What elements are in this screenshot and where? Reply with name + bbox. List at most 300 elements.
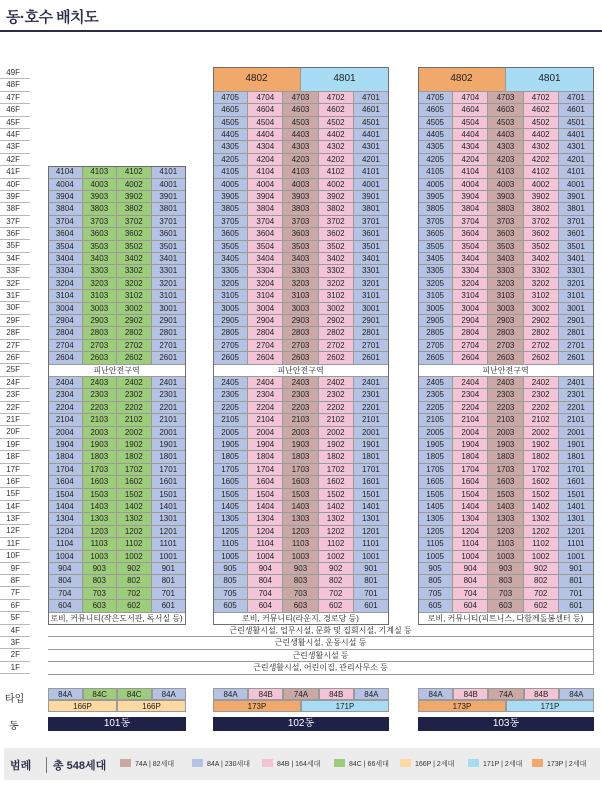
unit-cell: 4303 [488,141,523,153]
unit-cell: 4103 [83,166,118,178]
unit-cell: 4701 [559,92,594,104]
unit-cell: 2605 [213,352,248,364]
unit-cell: 3602 [319,228,354,240]
unit-cell: 904 [48,563,83,575]
legend-swatch [468,759,479,767]
unit-cell: 3503 [283,241,318,253]
legend-text: 84C | 66세대 [349,761,389,768]
unit-cell: 2902 [524,315,559,327]
unit-cell: 1303 [283,513,318,525]
legend-text: 166P | 2세대 [415,761,455,768]
floor-label: 27F [0,340,30,352]
unit-cell: 3403 [488,253,523,265]
unit-cell: 902 [524,563,559,575]
unit-cell: 3803 [488,203,523,215]
unit-cell: 4302 [524,141,559,153]
unit-cell: 2905 [418,315,453,327]
unit-cell: 2204 [453,402,488,414]
unit-cell: 4005 [213,179,248,191]
unit-cell: 4205 [418,154,453,166]
unit-cell: 703 [83,588,118,600]
unit-cell: 3004 [453,303,488,315]
unit-cell: 905 [418,563,453,575]
legend-swatch [120,759,131,767]
unit-cell: 3003 [83,303,118,315]
unit-cell: 805 [418,575,453,587]
unit-cell: 2004 [48,427,83,439]
unit-cell: 3103 [83,290,118,302]
unit-cell: 1804 [248,451,283,463]
legend [4,748,600,780]
unit-cell: 2103 [488,414,523,426]
unit-cell: 3804 [248,203,283,215]
legend-item [262,759,320,769]
unit-cell: 2701 [354,340,389,352]
unit-cell: 1204 [248,526,283,538]
unit-cell: 3605 [418,228,453,240]
unit-cell: 603 [283,600,318,612]
unit-cell: 4405 [418,129,453,141]
unit-cell: 1402 [117,501,152,513]
unit-cell: 2704 [248,340,283,352]
floor-label: 31F [0,290,30,302]
unit-cell: 2703 [83,340,118,352]
unit-cell: 1904 [453,439,488,451]
unit-cell: 3703 [488,216,523,228]
unit-cell: 2303 [83,389,118,401]
unit-cell: 1402 [319,501,354,513]
building-name-bar: 102동 [213,717,389,731]
unit-cell: 2301 [559,389,594,401]
unit-cell: 1402 [524,501,559,513]
unit-cell: 2204 [48,402,83,414]
type-cell: 84A [152,688,187,700]
unit-cell: 804 [48,575,83,587]
unit-cell: 1005 [213,551,248,563]
floor-label: 21F [0,414,30,426]
unit-cell: 2403 [488,377,523,389]
unit-cell: 1801 [559,451,594,463]
unit-cell: 1303 [488,513,523,525]
unit-cell: 1704 [453,464,488,476]
unit-cell: 1904 [248,439,283,451]
unit-cell: 4203 [488,154,523,166]
unit-cell: 802 [524,575,559,587]
floor-label: 30F [0,302,30,314]
unit-cell: 3305 [418,265,453,277]
unit-cell: 3204 [248,278,283,290]
unit-cell: 3703 [283,216,318,228]
unit-cell: 1604 [248,476,283,488]
unit-cell: 2801 [559,327,594,339]
unit-cell: 3704 [48,216,83,228]
floor-label: 47F [0,92,30,104]
unit-cell: 802 [319,575,354,587]
unit-cell: 704 [48,588,83,600]
unit-cell: 1404 [48,501,83,513]
floor-label: 5F [0,612,30,624]
unit-cell: 4601 [354,104,389,116]
penthouse-type-cell: 171P [506,700,594,712]
unit-cell: 3202 [524,278,559,290]
unit-cell: 1103 [488,538,523,550]
unit-cell: 2701 [559,340,594,352]
floor-label: 28F [0,327,30,339]
unit-cell: 2303 [488,389,523,401]
unit-cell: 4201 [559,154,594,166]
refuge-zone-label: 피난안전구역 [213,365,389,377]
unit-cell: 1604 [453,476,488,488]
unit-cell: 3302 [117,265,152,277]
unit-cell: 1802 [319,451,354,463]
unit-cell: 3005 [213,303,248,315]
unit-cell: 1105 [213,538,248,550]
unit-cell: 3902 [117,191,152,203]
unit-cell: 2803 [83,327,118,339]
unit-cell: 3004 [248,303,283,315]
unit-cell: 1004 [453,551,488,563]
unit-cell: 3705 [213,216,248,228]
unit-cell: 3204 [453,278,488,290]
unit-cell: 3802 [524,203,559,215]
unit-cell: 2903 [83,315,118,327]
unit-cell: 3401 [354,253,389,265]
unit-cell: 4003 [488,179,523,191]
unit-cell: 3602 [117,228,152,240]
lobby-community-label: 로비, 커뮤니티(작은도서관, 독서실 등) [48,613,186,625]
unit-cell: 1105 [418,538,453,550]
unit-cell: 1501 [354,489,389,501]
unit-cell: 2201 [559,402,594,414]
unit-cell: 1204 [453,526,488,538]
floor-label: 1F [0,662,30,674]
unit-cell: 1104 [248,538,283,550]
unit-cell: 3504 [453,241,488,253]
unit-cell: 803 [488,575,523,587]
floor-label: 10F [0,550,30,562]
unit-cell: 1702 [319,464,354,476]
unit-cell: 601 [559,600,594,612]
unit-cell: 2103 [83,414,118,426]
refuge-zone-label: 피난안전구역 [48,365,186,377]
unit-cell: 1104 [453,538,488,550]
unit-cell: 3103 [283,290,318,302]
unit-cell: 2702 [319,340,354,352]
unit-cell: 703 [283,588,318,600]
unit-cell: 2805 [418,327,453,339]
unit-cell: 703 [488,588,523,600]
unit-cell: 1902 [524,439,559,451]
unit-cell: 2602 [524,352,559,364]
penthouse-type-cell: 173P [213,700,301,712]
penthouse-type-cell: 173P [418,700,506,712]
unit-cell: 1405 [213,501,248,513]
unit-cell: 3605 [213,228,248,240]
unit-cell: 4105 [213,166,248,178]
unit-cell: 804 [453,575,488,587]
unit-cell: 4502 [524,117,559,129]
unit-cell: 3901 [559,191,594,203]
unit-cell: 2604 [453,352,488,364]
floor-label: 9F [0,563,30,575]
unit-cell: 701 [152,588,187,600]
unit-cell: 4602 [319,104,354,116]
unit-cell: 3104 [248,290,283,302]
unit-cell: 1301 [152,513,187,525]
unit-cell: 2801 [152,327,187,339]
unit-cell: 2103 [283,414,318,426]
unit-cell: 4405 [213,129,248,141]
type-cell: 74A [283,688,318,700]
unit-cell: 604 [48,600,83,612]
unit-cell: 2301 [354,389,389,401]
unit-cell: 3401 [559,253,594,265]
unit-cell: 3905 [213,191,248,203]
unit-cell: 4104 [453,166,488,178]
unit-cell: 2705 [213,340,248,352]
unit-cell: 4204 [453,154,488,166]
unit-cell: 3104 [453,290,488,302]
unit-cell: 3601 [559,228,594,240]
unit-cell: 2902 [117,315,152,327]
unit-cell: 2305 [213,389,248,401]
floor-label: 37F [0,216,30,228]
unit-cell: 3901 [354,191,389,203]
type-row-label: 타입 [5,694,25,705]
unit-cell: 1602 [117,476,152,488]
unit-cell: 3903 [83,191,118,203]
unit-cell: 3505 [213,241,248,253]
unit-cell: 3002 [319,303,354,315]
podium-floor-label: 근린생활시설 등 [48,650,594,662]
legend-item [192,759,250,769]
floor-label: 3F [0,637,30,649]
unit-cell: 901 [354,563,389,575]
legend-item [400,759,454,769]
unit-cell: 3904 [48,191,83,203]
unit-cell: 2202 [319,402,354,414]
unit-cell: 1805 [213,451,248,463]
unit-cell: 3205 [213,278,248,290]
unit-cell: 4304 [453,141,488,153]
unit-cell: 2301 [152,389,187,401]
podium-floor-label: 근린생활시설, 업무시설, 문화 및 집회시설, 기계실 등 [48,625,594,637]
unit-cell: 2401 [152,377,187,389]
unit-cell: 2105 [213,414,248,426]
building-name-bar: 101동 [48,717,186,731]
unit-cell: 3701 [354,216,389,228]
unit-cell: 3703 [83,216,118,228]
unit-cell: 2403 [283,377,318,389]
unit-cell: 1102 [117,538,152,550]
unit-cell: 2904 [248,315,283,327]
unit-cell: 1703 [488,464,523,476]
unit-cell: 1505 [418,489,453,501]
unit-cell: 1803 [488,451,523,463]
unit-cell: 2302 [117,389,152,401]
unit-cell: 801 [354,575,389,587]
legend-item [334,759,389,769]
unit-cell: 4004 [248,179,283,191]
unit-cell: 4505 [213,117,248,129]
unit-cell: 1702 [524,464,559,476]
unit-cell: 3403 [283,253,318,265]
unit-cell: 3004 [48,303,83,315]
unit-cell: 3705 [418,216,453,228]
unit-cell: 905 [213,563,248,575]
unit-cell: 3402 [524,253,559,265]
floor-label: 26F [0,352,30,364]
unit-cell: 4503 [283,117,318,129]
unit-cell: 4602 [524,104,559,116]
unit-cell: 4404 [453,129,488,141]
unit-cell: 4002 [524,179,559,191]
type-cell: 84B [319,688,354,700]
unit-cell: 4001 [152,179,187,191]
unit-cell: 4101 [354,166,389,178]
unit-cell: 4604 [453,104,488,116]
unit-cell: 701 [354,588,389,600]
unit-cell: 2405 [213,377,248,389]
unit-cell: 4702 [319,92,354,104]
unit-cell: 1503 [283,489,318,501]
unit-cell: 4604 [248,104,283,116]
unit-cell: 4302 [319,141,354,153]
unit-cell: 4703 [283,92,318,104]
unit-cell: 604 [453,600,488,612]
unit-cell: 3602 [524,228,559,240]
unit-cell: 3501 [354,241,389,253]
unit-cell: 1804 [48,451,83,463]
unit-cell: 1203 [488,526,523,538]
lobby-community-label: 로비, 커뮤니티(라운지, 경로당 등) [213,613,389,625]
unit-cell: 1201 [354,526,389,538]
unit-cell: 1901 [559,439,594,451]
unit-cell: 2601 [152,352,187,364]
page-title: 동·호수 배치도 [6,9,99,26]
unit-cell: 1403 [283,501,318,513]
unit-cell: 2302 [319,389,354,401]
unit-cell: 805 [213,575,248,587]
unit-cell: 604 [248,600,283,612]
type-cell: 84A [213,688,248,700]
unit-cell: 3504 [248,241,283,253]
unit-cell: 3701 [152,216,187,228]
unit-cell: 3905 [418,191,453,203]
unit-cell: 3003 [283,303,318,315]
unit-cell: 2802 [319,327,354,339]
unit-cell: 1002 [117,551,152,563]
unit-cell: 2605 [418,352,453,364]
unit-cell: 1004 [48,551,83,563]
unit-cell: 4603 [488,104,523,116]
unit-cell: 3204 [48,278,83,290]
unit-cell: 4701 [354,92,389,104]
unit-cell: 4704 [453,92,488,104]
unit-cell: 2703 [283,340,318,352]
unit-cell: 3805 [418,203,453,215]
floor-label: 48F [0,79,30,91]
floor-label: 24F [0,377,30,389]
unit-cell: 2304 [48,389,83,401]
unit-cell: 2601 [559,352,594,364]
unit-cell: 2801 [354,327,389,339]
unit-cell: 1904 [48,439,83,451]
unit-cell: 4102 [117,166,152,178]
unit-cell: 2703 [488,340,523,352]
unit-cell: 2404 [453,377,488,389]
unit-cell: 1902 [117,439,152,451]
floor-label: 15F [0,488,30,500]
unit-cell: 3702 [117,216,152,228]
unit-cell: 4201 [354,154,389,166]
unit-cell: 1803 [83,451,118,463]
unit-cell: 2105 [418,414,453,426]
unit-cell: 3704 [453,216,488,228]
unit-cell: 2903 [488,315,523,327]
unit-cell: 3804 [453,203,488,215]
unit-cell: 4202 [524,154,559,166]
unit-cell: 3403 [83,253,118,265]
unit-cell: 3102 [524,290,559,302]
unit-cell: 4605 [213,104,248,116]
unit-cell: 3405 [418,253,453,265]
unit-cell: 3802 [117,203,152,215]
unit-cell: 2404 [48,377,83,389]
legend-swatch [192,759,203,767]
unit-cell: 1804 [453,451,488,463]
unit-cell: 2205 [213,402,248,414]
unit-cell: 1305 [418,513,453,525]
unit-cell: 3303 [488,265,523,277]
unit-cell: 1703 [283,464,318,476]
unit-cell: 1501 [559,489,594,501]
unit-cell: 2001 [559,427,594,439]
unit-cell: 4104 [248,166,283,178]
unit-cell: 1302 [117,513,152,525]
penthouse-unit: 4801 [301,67,389,92]
unit-cell: 1101 [354,538,389,550]
unit-cell: 602 [319,600,354,612]
unit-cell: 3903 [283,191,318,203]
unit-cell: 4704 [248,92,283,104]
penthouse-type-cell: 166P [117,700,186,712]
unit-cell: 1004 [248,551,283,563]
unit-cell: 4403 [283,129,318,141]
unit-cell: 3205 [418,278,453,290]
floor-label: 40F [0,179,30,191]
unit-cell: 1305 [213,513,248,525]
unit-cell: 2004 [248,427,283,439]
unit-cell: 603 [83,600,118,612]
floor-label: 4F [0,625,30,637]
refuge-zone-label: 피난안전구역 [418,365,594,377]
type-cell: 84B [453,688,488,700]
unit-cell: 2702 [524,340,559,352]
unit-cell: 2201 [152,402,187,414]
unit-cell: 702 [319,588,354,600]
unit-cell: 3001 [152,303,187,315]
unit-cell: 3502 [524,241,559,253]
unit-cell: 1201 [152,526,187,538]
floor-label: 45F [0,117,30,129]
unit-cell: 4401 [354,129,389,141]
unit-cell: 1203 [83,526,118,538]
unit-cell: 2901 [152,315,187,327]
unit-cell: 1502 [524,489,559,501]
unit-cell: 2001 [354,427,389,439]
unit-cell: 1103 [283,538,318,550]
